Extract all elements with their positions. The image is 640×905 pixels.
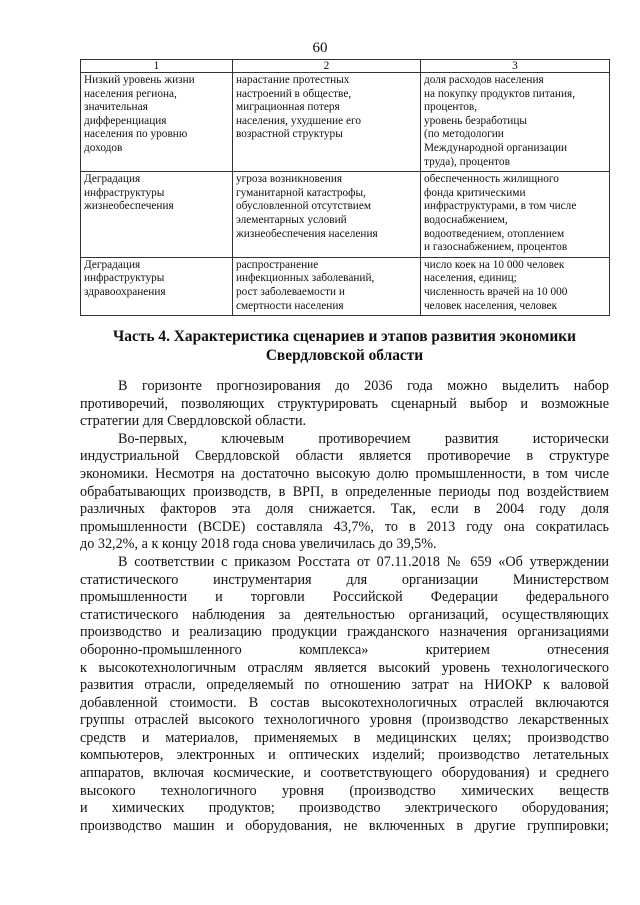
cell-text: (по методологии (424, 128, 504, 141)
section-heading (80, 327, 609, 365)
indicator-cell (421, 257, 610, 315)
text-line: группы отраслей высокого технологичного уровня (производство лекарственных (80, 712, 609, 729)
cell-text: здравоохранения (84, 285, 166, 298)
cell-text: обусловленной отсутствием (236, 200, 372, 213)
cell-text: доходов (84, 141, 123, 154)
table-row (81, 257, 610, 315)
cell-text: Низкий уровень жизни (84, 74, 195, 86)
text-line: В соответствии с приказом Росстата от 07.11.2018 № 659 «Об утверждении (118, 553, 609, 570)
cell-text: водоснабжением, (424, 213, 508, 226)
text-line: добавленной стоимости. В состав высокотехнологичных отраслей включаются (80, 694, 609, 711)
factor-cell (81, 73, 233, 172)
text-line: Во-первых, ключевым противоречием развития исторически (118, 430, 609, 447)
text-line: статистического инструментария для организации Министерством (80, 571, 609, 588)
table-header-row (81, 60, 610, 73)
cell-text: угроза возникновения (236, 173, 343, 186)
text-line: развития отрасли, определяемый по отношению затрат на НИОКР к валовой (80, 677, 609, 694)
text-line: до 32,2%, а к концу 2018 года снова увеличилась до 39,5%. (80, 536, 437, 553)
text-line: различных факторов эта доля снижается. Так, если в 2004 году доля (80, 501, 609, 518)
cell-text: миграционная потеря (236, 101, 340, 114)
text-line: производство и реализацию продукции гражданского назначения организациями (80, 624, 609, 641)
text-line: В горизонте прогнозирования до 2036 года можно выделить набор (118, 378, 609, 394)
text-line: компьютеров, электронных и оптических изделий; производство летательных (80, 747, 609, 764)
cell-text: фонда критическими (424, 186, 526, 199)
cell-text: процентов, (424, 101, 478, 114)
cell-text: населения по уровню (84, 128, 188, 141)
cell-text: значительная (84, 101, 148, 114)
consequence-cell (233, 172, 421, 258)
consequence-cell (233, 257, 421, 315)
text-line: аппаратов, включая космические, и соответствующего оборудования) и среднего (80, 765, 609, 782)
cell-text: населения, ухудшение его (236, 114, 362, 127)
table-row (81, 172, 610, 258)
cell-text: Деградация (84, 258, 141, 271)
cell-text: смертности населения (236, 299, 344, 312)
cell-text: обеспеченность жилищного (424, 173, 559, 186)
column-header: 2 (233, 60, 421, 73)
cell-text: инфраструктуры (84, 186, 165, 199)
text-line: к высокотехнологичным отраслям является высокий уровень технологического (80, 659, 609, 676)
body-text (80, 378, 609, 835)
cell-text: гуманитарной катастрофы, (236, 186, 366, 199)
text-line: оборонно-промышленного комплекса» критерием отнесения (80, 641, 609, 658)
factor-cell (81, 257, 233, 315)
cell-text: населения региона, (84, 87, 177, 100)
cell-text: населения, единиц; (424, 272, 517, 285)
text-line: средств и материалов, применяемых в медицинских целях; производство (80, 729, 609, 746)
cell-text: человек населения, человек (424, 299, 558, 312)
risk-indicators-table (80, 59, 610, 316)
text-line: промышленности (BCDE) составляла 43,7%, то в 2013 году она сократилась (80, 518, 609, 535)
cell-text: число коек на 10 000 человек (424, 258, 565, 271)
cell-text: водоотведением, отоплением (424, 227, 565, 240)
cell-text: на покупку продуктов питания, (424, 87, 576, 100)
cell-text: элементарных условий (236, 213, 347, 226)
indicator-cell (421, 172, 610, 258)
text-line: статистического наблюдения за деятельностью организаций, осуществляющих (80, 606, 609, 623)
column-header: 3 (421, 60, 610, 73)
text-line: стратегии для Свердловской области. (80, 413, 307, 430)
column-header: 1 (81, 60, 233, 73)
cell-text: труда), процентов (424, 155, 510, 168)
cell-text: нарастание протестных (236, 74, 350, 86)
factor-cell (81, 172, 233, 258)
page-number: 60 (312, 40, 328, 56)
cell-text: уровень безработицы (424, 114, 527, 127)
cell-text: жизнеобеспечения населения (236, 227, 378, 240)
cell-text: численность врачей на 10 000 (424, 285, 568, 298)
cell-text: настроений в обществе, (236, 87, 352, 100)
cell-text: Деградация (84, 173, 141, 186)
cell-text: инфраструктурами, в том числе (424, 200, 577, 213)
text-line: производство машин и оборудования, не включенных в другие группировки; (80, 817, 609, 834)
heading-line: Свердловской области (265, 347, 424, 364)
consequence-cell (233, 73, 421, 172)
text-line: экономики. Несмотря на достаточно высокую долю промышленности, в том числе (80, 465, 609, 482)
cell-text: рост заболеваемости и (236, 285, 345, 298)
table-row (81, 73, 610, 172)
text-line: высокого технологичного уровня (производство химических веществ (80, 782, 609, 799)
cell-text: инфраструктуры (84, 272, 165, 285)
cell-text: возрастной структуры (236, 128, 343, 141)
cell-text: инфекционных заболеваний, (236, 272, 375, 285)
cell-text: жизнеобеспечения (84, 200, 174, 213)
indicator-cell (421, 73, 610, 172)
text-line: промышленности и торговли Российской Федерации федерального (80, 589, 609, 606)
cell-text: и газоснабжением, процентов (424, 241, 568, 254)
cell-text: доля расходов населения (424, 74, 544, 86)
text-line: и химических продуктов; производство электрического оборудования; (80, 800, 609, 817)
cell-text: распространение (236, 258, 319, 271)
text-line: индустриальной Свердловской области является противоречие в структуре (80, 448, 609, 465)
cell-text: Международной организации (424, 141, 568, 154)
text-line: обрабатывающих производств, в ВРП, в определенные периоды под воздействием (80, 483, 609, 500)
cell-text: дифференциация (84, 114, 167, 127)
heading-line: Часть 4. Характеристика сценариев и этапов развития экономики (113, 328, 576, 345)
text-line: противоречий, позволяющих структурировать сценарный выбор и возможные (80, 395, 609, 412)
